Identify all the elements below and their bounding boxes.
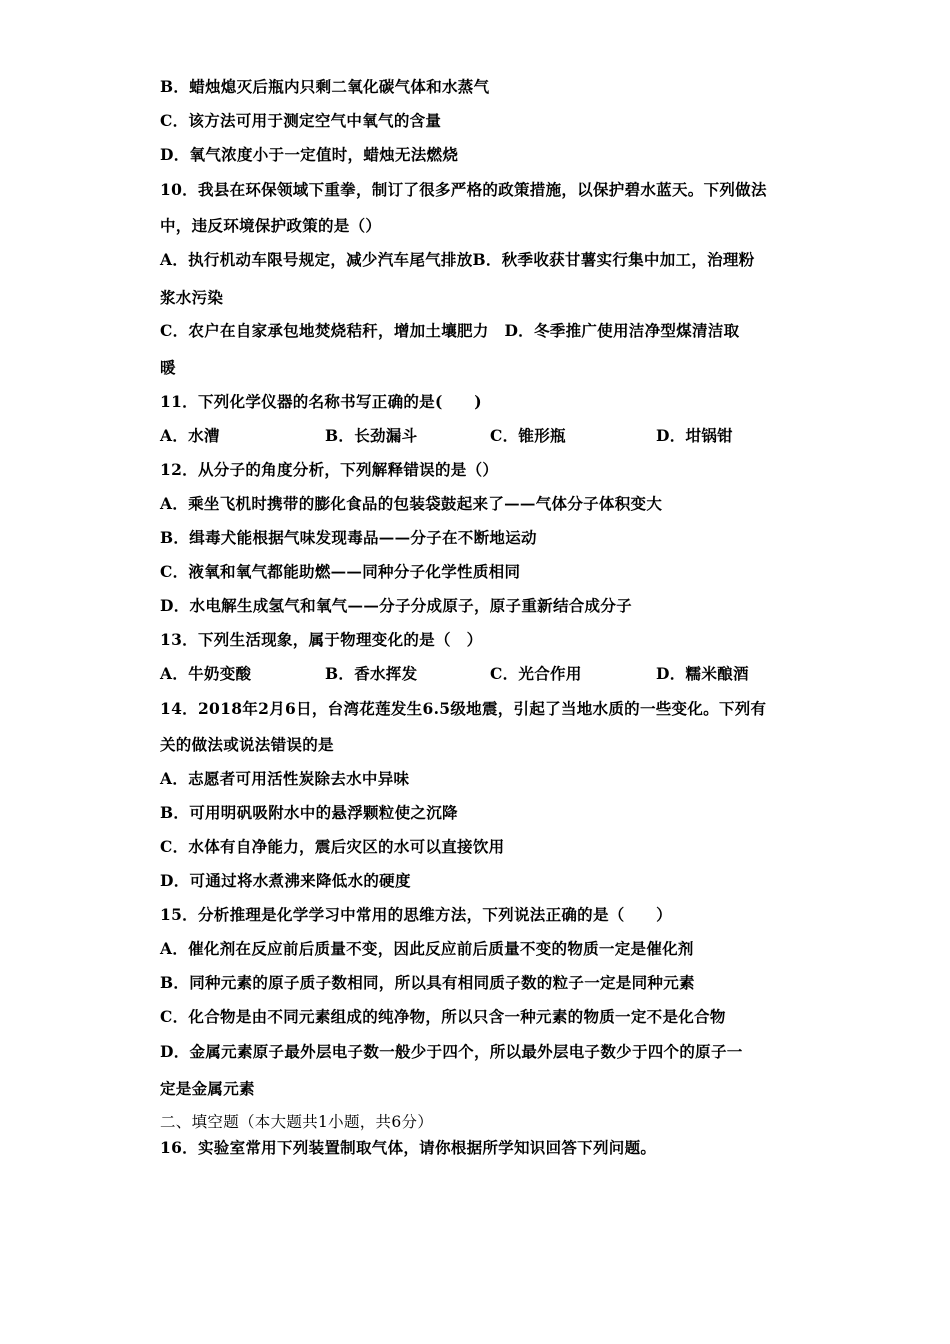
q15-option-d-line2: 定是金属元素 <box>160 1079 255 1098</box>
q14-stem-line1: 14．2018年2月6日，台湾花莲发生6.5级地震，引起了当地水质的一些变化。下列有 <box>160 699 767 718</box>
q9-option-b: B．蜡烛熄灭后瓶内只剩二氧化碳气体和水蒸气 <box>160 77 490 96</box>
q11-stem: 11．下列化学仪器的名称书写正确的是( ) <box>160 392 482 411</box>
q10-options-cd-line1: C．农户在自家承包地焚烧秸秆，增加土壤肥力 D．冬季推广使用洁净型煤清洁取 <box>160 321 740 340</box>
q15-option-c: C．化合物是由不同元素组成的纯净物，所以只含一种元素的物质一定不是化合物 <box>160 1007 726 1026</box>
q15-option-d-line1: D．金属元素原子最外层电子数一般少于四个，所以最外层电子数少于四个的原子一 <box>160 1042 743 1061</box>
q10-options-ab-line1: A．执行机动车限号规定，减少汽车尾气排放B．秋季收获甘薯实行集中加工，治理粉 <box>160 250 755 269</box>
q12-option-b: B．缉毒犬能根据气味发现毒品——分子在不断地运动 <box>160 528 537 547</box>
q14-stem-line2: 关的做法或说法错误的是 <box>160 735 334 754</box>
q13-stem: 13．下列生活现象，属于物理变化的是（ ） <box>160 630 483 649</box>
q12-option-a: A．乘坐飞机时携带的膨化食品的包装袋鼓起来了——气体分子体积变大 <box>160 494 663 513</box>
q15-stem: 15．分析推理是化学学习中常用的思维方法，下列说法正确的是（ ） <box>160 905 672 924</box>
q9-option-d: D．氧气浓度小于一定值时，蜡烛无法燃烧 <box>160 145 459 164</box>
q14-option-b: B．可用明矾吸附水中的悬浮颗粒使之沉降 <box>160 803 458 822</box>
q12-stem: 12．从分子的角度分析，下列解释错误的是（） <box>160 460 499 479</box>
q10-stem-line2: 中，违反环境保护政策的是（） <box>160 216 382 235</box>
q14-option-a: A．志愿者可用活性炭除去水中异味 <box>160 769 410 788</box>
q13-option-c: C．光合作用 <box>490 664 582 683</box>
section2-heading: 二、填空题（本大题共1小题，共6分） <box>160 1113 434 1131</box>
q15-option-a: A．催化剂在反应前后质量不变，因此反应前后质量不变的物质一定是催化剂 <box>160 939 694 958</box>
q9-option-c: C．该方法可用于测定空气中氧气的含量 <box>160 111 442 130</box>
q14-option-c: C．水体有自净能力，震后灾区的水可以直接饮用 <box>160 837 505 856</box>
q16-stem: 16．实验室常用下列装置制取气体，请你根据所学知识回答下列问题。 <box>160 1138 657 1157</box>
q13-option-d: D．糯米酿酒 <box>656 664 749 683</box>
q12-option-d: D．水电解生成氢气和氧气——分子分成原子，原子重新结合成分子 <box>160 596 632 615</box>
q11-option-a: A．水漕 <box>160 426 220 445</box>
q11-option-b: B．长劲漏斗 <box>325 426 418 445</box>
q15-option-b: B．同种元素的原子质子数相同，所以具有相同质子数的粒子一定是同种元素 <box>160 973 695 992</box>
q11-option-c: C．锥形瓶 <box>490 426 566 445</box>
q14-option-d: D．可通过将水煮沸来降低水的硬度 <box>160 871 411 890</box>
q10-stem-line1: 10．我县在环保领域下重拳，制订了很多严格的政策措施，以保护碧水蓝天。下列做法 <box>160 180 767 199</box>
q10-options-cd-line2: 暖 <box>160 358 176 377</box>
q13-option-a: A．牛奶变酸 <box>160 664 252 683</box>
q11-option-d: D．坩锅钳 <box>656 426 733 445</box>
q13-option-b: B．香水挥发 <box>325 664 418 683</box>
q12-option-c: C．液氧和氧气都能助燃——同种分子化学性质相同 <box>160 562 521 581</box>
q10-options-ab-line2: 浆水污染 <box>160 288 224 307</box>
